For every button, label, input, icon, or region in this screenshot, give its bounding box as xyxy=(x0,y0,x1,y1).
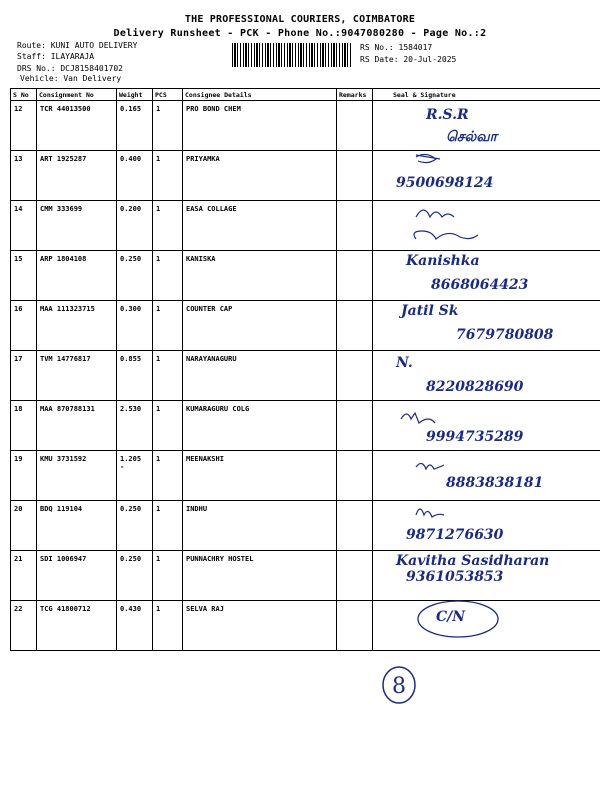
route-text: Route: KUNI AUTO DELIVERY xyxy=(17,41,138,50)
table-row xyxy=(11,401,600,451)
row-signature xyxy=(373,551,600,601)
row-consignee: NARAYANAGURU xyxy=(183,351,337,401)
barcode xyxy=(232,43,353,67)
row-pcs: 1 xyxy=(153,501,183,551)
row-weight: 0.250 xyxy=(117,501,153,551)
row-remarks xyxy=(337,151,373,201)
row-pcs: 1 xyxy=(153,301,183,351)
row-pcs: 1 xyxy=(153,201,183,251)
row-remarks xyxy=(337,501,373,551)
runsheet-table xyxy=(10,88,600,651)
row-remarks xyxy=(337,101,373,151)
row-remarks xyxy=(337,401,373,451)
row-remarks xyxy=(337,301,373,351)
row-consignment-no: TCR 44013500 xyxy=(37,101,117,151)
row-pcs: 1 xyxy=(153,351,183,401)
row-signature xyxy=(373,601,600,651)
row-sno: 16 xyxy=(11,301,37,351)
row-consignment-no: TVM 14776817 xyxy=(37,351,117,401)
row-signature xyxy=(373,501,600,551)
signature-phone: 8220828690 xyxy=(426,379,524,395)
rs-date: RS Date: 20-Jul-2025 xyxy=(360,55,457,64)
row-consignment-no: SDI 1006947 xyxy=(37,551,117,601)
runsheet-subtitle: Delivery Runsheet - PCK - Phone No.:9047080280 - Page No.:2 xyxy=(113,28,487,39)
table-row xyxy=(11,251,600,301)
signature-name: N. xyxy=(396,355,413,371)
row-consignee: COUNTER CAP xyxy=(183,301,337,351)
row-weight: 0.300 xyxy=(117,301,153,351)
signature-phone: 8883838181 xyxy=(446,475,544,491)
col-pcs: PCS xyxy=(153,89,183,101)
row-weight: 0.250 xyxy=(117,251,153,301)
staff-text: Staff: ILAYARAJA xyxy=(17,52,95,61)
row-sno: 14 xyxy=(11,201,37,251)
row-consignment-no: MAA 870788131 xyxy=(37,401,117,451)
vehicle-text: Vehicle: Van Delivery xyxy=(20,74,122,83)
row-sno: 15 xyxy=(11,251,37,301)
col-sno: S No xyxy=(11,89,37,101)
row-signature xyxy=(373,251,600,301)
row-remarks xyxy=(337,251,373,301)
row-sno: 21 xyxy=(11,551,37,601)
row-consignee: PRO BOND CHEM xyxy=(183,101,337,151)
col-consignee: Consignee Details xyxy=(183,89,337,101)
row-consignment-no: CMM 333699 xyxy=(37,201,117,251)
svg-text:8: 8 xyxy=(392,674,406,699)
col-weight: Weight xyxy=(117,89,153,101)
rs-number: RS No.: 1584017 xyxy=(360,43,433,52)
row-consignee: KUMARAGURU COLG xyxy=(183,401,337,451)
table-row xyxy=(11,351,600,401)
row-signature xyxy=(373,201,600,251)
row-consignment-no: KMU 3731592 xyxy=(37,451,117,501)
row-remarks xyxy=(337,551,373,601)
row-weight: 0.400 xyxy=(117,151,153,201)
row-remarks xyxy=(337,601,373,651)
table-row xyxy=(11,551,600,601)
row-signature xyxy=(373,301,600,351)
row-consignment-no: ARP 1804108 xyxy=(37,251,117,301)
row-sno: 12 xyxy=(11,101,37,151)
table-row xyxy=(11,301,600,351)
row-pcs: 1 xyxy=(153,451,183,501)
col-signature: Seal & Signature xyxy=(373,89,600,101)
row-consignee: SELVA RAJ xyxy=(183,601,337,651)
row-signature xyxy=(373,401,600,451)
row-remarks xyxy=(337,451,373,501)
signature-name: Kanishka xyxy=(406,253,480,269)
row-weight: 0.430 xyxy=(117,601,153,651)
signature-phone: 9361053853 xyxy=(406,569,504,585)
signature-phone: 9871276630 xyxy=(406,527,504,543)
signature-phone: செல்வா xyxy=(446,129,497,145)
row-sno: 20 xyxy=(11,501,37,551)
row-pcs: 1 xyxy=(153,101,183,151)
row-consignee: MEENAKSHI xyxy=(183,451,337,501)
row-remarks xyxy=(337,201,373,251)
row-signature xyxy=(373,451,600,501)
row-pcs: 1 xyxy=(153,151,183,201)
signature-phone: 7679780808 xyxy=(456,327,554,343)
signature-phone: 9994735289 xyxy=(426,429,524,445)
table-row xyxy=(11,151,600,201)
row-pcs: 1 xyxy=(153,251,183,301)
col-consignment: Consignment No xyxy=(37,89,117,101)
row-sno: 18 xyxy=(11,401,37,451)
row-sno: 13 xyxy=(11,151,37,201)
signature-phone: 8668064423 xyxy=(431,277,529,293)
table-row xyxy=(11,201,600,251)
signature-name: Kavitha Sasidharan xyxy=(396,553,550,569)
row-consignee: PUNNACHRY HOSTEL xyxy=(183,551,337,601)
col-remarks: Remarks xyxy=(337,89,373,101)
row-weight: 0.165 xyxy=(117,101,153,151)
signature-name: C/N xyxy=(436,609,466,625)
row-weight: 0.855 xyxy=(117,351,153,401)
row-consignee: PRIYAMKA xyxy=(183,151,337,201)
row-signature xyxy=(373,151,600,201)
row-consignment-no: MAA 111323715 xyxy=(37,301,117,351)
handwritten-mark xyxy=(379,662,423,712)
table-row xyxy=(11,451,600,501)
row-weight: 2.530 xyxy=(117,401,153,451)
row-sno: 19 xyxy=(11,451,37,501)
row-consignment-no: TCG 41800712 xyxy=(37,601,117,651)
signature-phone: 9500698124 xyxy=(396,175,494,191)
row-pcs: 1 xyxy=(153,401,183,451)
row-consignment-no: BDQ 119104 xyxy=(37,501,117,551)
row-signature xyxy=(373,351,600,401)
company-title: THE PROFESSIONAL COURIERS, COIMBATORE xyxy=(184,14,416,25)
row-sno: 17 xyxy=(11,351,37,401)
row-consignee: EASA COLLAGE xyxy=(183,201,337,251)
row-pcs: 1 xyxy=(153,601,183,651)
drs-number: DRS No.: DCJ8158401702 xyxy=(17,64,123,73)
table-row xyxy=(11,601,600,651)
signature-name: R.S.R xyxy=(426,107,469,123)
table-row xyxy=(11,501,600,551)
signature-name: Jatil Sk xyxy=(401,303,459,319)
row-sno: 22 xyxy=(11,601,37,651)
row-consignee: KANISKA xyxy=(183,251,337,301)
row-weight: 0.250 xyxy=(117,551,153,601)
row-consignee: INDHU xyxy=(183,501,337,551)
row-consignment-no: ART 1925287 xyxy=(37,151,117,201)
table-row xyxy=(11,101,600,151)
row-pcs: 1 xyxy=(153,551,183,601)
row-weight: 0.200 xyxy=(117,201,153,251)
row-signature xyxy=(373,101,600,151)
row-remarks xyxy=(337,351,373,401)
row-weight: 1.205 - xyxy=(117,451,153,501)
